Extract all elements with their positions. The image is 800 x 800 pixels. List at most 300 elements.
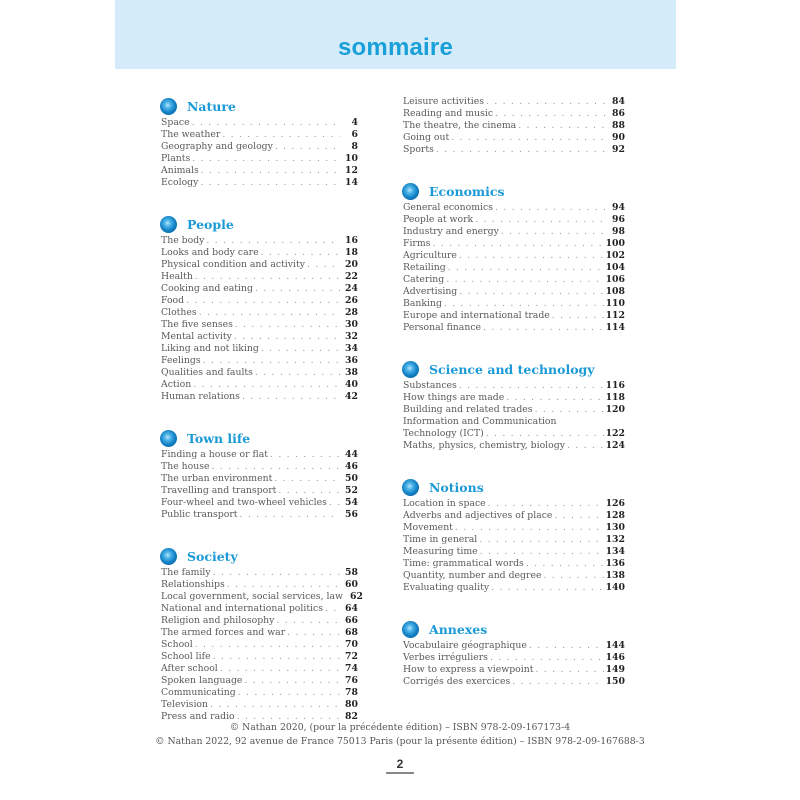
entry-page-number: 14 (345, 177, 358, 188)
entry-label: Finding a house or flat (161, 449, 269, 460)
toc-entry[interactable] (403, 640, 625, 652)
toc-entry[interactable] (403, 380, 625, 392)
toc-entry[interactable] (403, 144, 625, 156)
toc-entry[interactable] (161, 391, 358, 403)
toc-entry[interactable] (161, 473, 358, 485)
entry-page-number: 110 (605, 298, 625, 309)
toc-entry[interactable] (161, 379, 358, 391)
toc-entry[interactable] (403, 322, 625, 334)
dot-leader (535, 404, 604, 416)
dot-leader (479, 534, 603, 546)
dot-leader (192, 117, 340, 129)
section-title: Nature (187, 98, 236, 114)
toc-section-society (161, 546, 363, 723)
section-title: Annexes (429, 621, 488, 637)
toc-entry[interactable] (403, 120, 625, 132)
blue-sphere-bullet-icon (160, 216, 177, 233)
section-header[interactable] (161, 214, 358, 234)
entry-page-number: 134 (605, 546, 625, 557)
entry-label: Human relations (161, 391, 240, 402)
toc-entry[interactable] (161, 591, 363, 603)
blue-sphere-bullet-icon (160, 430, 177, 447)
dot-leader (446, 274, 603, 286)
toc-entry[interactable] (161, 235, 358, 247)
entry-label: Quantity, number and degree (403, 570, 542, 581)
toc-entry[interactable] (161, 117, 358, 129)
entry-label: Firms (403, 238, 431, 249)
entry-page-number: 32 (345, 331, 358, 342)
entry-page-number: 6 (351, 129, 358, 140)
entry-page-number: 144 (605, 640, 625, 651)
entry-label: Spoken language (161, 675, 243, 686)
entry-label: Animals (161, 165, 199, 176)
entry-page-number: 38 (345, 367, 358, 378)
entry-page-number: 54 (345, 497, 358, 508)
section-header[interactable] (403, 181, 625, 201)
section-header[interactable] (403, 359, 625, 379)
toc-entry[interactable] (161, 259, 358, 271)
entry-label: Agriculture (403, 250, 457, 261)
entry-page-number: 10 (345, 153, 358, 164)
dot-leader (261, 343, 340, 355)
dot-leader (436, 144, 607, 156)
section-header[interactable] (161, 546, 358, 566)
toc-entry[interactable] (403, 404, 625, 416)
dot-leader (526, 558, 604, 570)
entry-label: Action (161, 379, 192, 390)
copyright-line-2: © Nathan 2022, 92 avenue de France 75013 Paris (pour la présente édition) – ISBN 978-2-09-167688-3 (155, 736, 645, 747)
entry-label: Location in space (403, 498, 486, 509)
entry-page-number: 102 (605, 250, 625, 261)
entry-page-number: 140 (605, 582, 625, 593)
entry-page-number: 28 (345, 307, 358, 318)
toc-entry[interactable] (403, 214, 625, 226)
dot-leader (488, 498, 604, 510)
entry-page-number: 76 (345, 675, 358, 686)
entry-page-number: 34 (345, 343, 358, 354)
dot-leader (459, 286, 603, 298)
entry-page-number: 30 (345, 319, 358, 330)
section-header[interactable] (161, 428, 358, 448)
dot-leader (222, 129, 340, 141)
entry-page-number: 74 (345, 663, 358, 674)
entry-page-number: 64 (345, 603, 358, 614)
dot-leader (199, 307, 340, 319)
toc-section-economics (403, 181, 625, 334)
toc-entry[interactable] (161, 319, 358, 331)
section-spacer (403, 594, 625, 619)
entry-label: How to express a viewpoint (403, 664, 534, 675)
entry-label: Television (161, 699, 209, 710)
entry-page-number: 24 (345, 283, 358, 294)
toc-entry[interactable] (403, 286, 625, 298)
entry-label: Vocabulaire géographique (403, 640, 527, 651)
dot-leader (244, 675, 340, 687)
toc-entry[interactable] (403, 238, 625, 250)
toc-entry[interactable] (161, 271, 358, 283)
toc-section-nature (161, 96, 358, 189)
blue-sphere-bullet-icon (160, 98, 177, 115)
entry-page-number: 106 (605, 274, 625, 285)
dot-leader (278, 485, 340, 497)
dot-leader (486, 96, 607, 108)
entry-label: Liking and not liking (161, 343, 259, 354)
toc-entry[interactable] (403, 440, 625, 452)
toc-entry[interactable] (403, 676, 625, 688)
toc-entry[interactable] (403, 132, 625, 144)
dot-leader (451, 132, 607, 144)
toc-entry[interactable] (403, 416, 625, 428)
dot-leader (529, 640, 604, 652)
dot-leader (195, 271, 340, 283)
toc-entry[interactable] (403, 298, 625, 310)
entry-label: School (161, 639, 193, 650)
toc-entry[interactable] (161, 509, 358, 521)
toc-entry[interactable] (403, 570, 625, 582)
dot-leader (518, 120, 607, 132)
toc-entry[interactable] (161, 675, 358, 687)
toc-section-annexes (403, 619, 625, 688)
section-spacer (161, 189, 358, 214)
toc-entry[interactable] (403, 664, 625, 676)
entry-page-number: 84 (612, 96, 625, 107)
toc-entry[interactable] (161, 651, 358, 663)
entry-label: Europe and international trade (403, 310, 550, 321)
page-number: 2 (396, 757, 404, 771)
entry-label: Qualities and faults (161, 367, 253, 378)
section-title: Society (187, 548, 238, 564)
entry-label: Adverbs and adjectives of place (403, 510, 553, 521)
entry-page-number: 46 (345, 461, 358, 472)
entry-page-number: 36 (345, 355, 358, 366)
section-spacer (161, 521, 358, 546)
entry-page-number: 8 (351, 141, 358, 152)
dot-leader (274, 473, 340, 485)
entry-page-number: 116 (605, 380, 625, 391)
dot-leader (238, 687, 340, 699)
entry-page-number: 88 (612, 120, 625, 131)
toc-entry[interactable] (403, 510, 625, 522)
blue-sphere-bullet-icon (402, 479, 419, 496)
dot-leader (186, 295, 340, 307)
entry-label: Physical condition and activity (161, 259, 305, 270)
toc-entry[interactable] (403, 108, 625, 120)
entry-label: Retailing (403, 262, 446, 273)
entry-label: The five senses (161, 319, 233, 330)
entry-label: Movement (403, 522, 453, 533)
toc-entry[interactable] (161, 331, 358, 343)
toc-entry[interactable] (161, 307, 358, 319)
entry-label: The theatre, the cinema (403, 120, 517, 131)
entry-label: Catering (403, 274, 445, 285)
entry-page-number: 114 (605, 322, 625, 333)
entry-page-number: 92 (612, 144, 625, 155)
entry-label: After school (161, 663, 218, 674)
section-title: Economics (429, 183, 505, 199)
entry-label: Local government, social services, law (161, 591, 343, 602)
dot-leader (240, 509, 340, 521)
dot-leader (192, 153, 340, 165)
section-spacer (403, 334, 625, 359)
toc-entry[interactable] (161, 567, 358, 579)
dot-leader (200, 177, 340, 189)
entry-page-number: 78 (345, 687, 358, 698)
entry-label: General economics (403, 202, 493, 213)
toc-entry[interactable] (161, 485, 358, 497)
entry-page-number: 118 (605, 392, 625, 403)
toc-entry[interactable] (161, 141, 358, 153)
toc-right-column (403, 96, 625, 688)
dot-leader (255, 283, 340, 295)
dot-leader (234, 331, 340, 343)
toc-entry[interactable] (161, 343, 358, 355)
entry-page-number: 112 (605, 310, 625, 321)
entry-page-number: 150 (605, 676, 625, 687)
entry-label: Plants (161, 153, 191, 164)
entry-page-number: 18 (345, 247, 358, 258)
entry-label: Time in general (403, 534, 478, 545)
entry-label: Space (161, 117, 190, 128)
dot-leader (486, 428, 604, 440)
entry-label: The armed forces and war (161, 627, 286, 638)
dot-leader (270, 449, 340, 461)
dot-leader (261, 247, 340, 259)
toc-entry[interactable] (403, 262, 625, 274)
entry-label: Building and related trades (403, 404, 533, 415)
dot-leader (195, 639, 340, 651)
dot-leader (276, 615, 340, 627)
toc-entry[interactable] (161, 663, 358, 675)
section-title: Notions (429, 479, 484, 495)
dot-leader (554, 510, 603, 522)
entry-label: Leisure activities (403, 96, 484, 107)
entry-page-number: 58 (345, 567, 358, 578)
entry-label: Four-wheel and two-wheel vehicles (161, 497, 327, 508)
toc-entry[interactable] (161, 247, 358, 259)
entry-label: Banking (403, 298, 442, 309)
entry-page-number: 66 (345, 615, 358, 626)
toc-entry[interactable] (161, 129, 358, 141)
entry-page-number: 132 (605, 534, 625, 545)
entry-label: School life (161, 651, 211, 662)
toc-entry[interactable] (403, 202, 625, 214)
entry-label: Maths, physics, chemistry, biology (403, 440, 565, 451)
toc-entry[interactable] (161, 639, 358, 651)
copyright-line-1: © Nathan 2020, (pour la précédente édition) – ISBN 978-2-09-167173-4 (229, 722, 571, 733)
entry-label: The house (161, 461, 210, 472)
toc-entry[interactable] (161, 579, 358, 591)
toc-entry[interactable] (161, 355, 358, 367)
entry-page-number: 86 (612, 108, 625, 119)
dot-leader (201, 165, 340, 177)
blue-sphere-bullet-icon (402, 183, 419, 200)
dot-leader (210, 699, 340, 711)
entry-label: Corrigés des exercices (403, 676, 511, 687)
entry-page-number: 149 (605, 664, 625, 675)
entry-page-number: 126 (605, 498, 625, 509)
toc-entry[interactable] (403, 96, 625, 108)
dot-leader (203, 355, 340, 367)
entry-label: Ecology (161, 177, 199, 188)
dot-leader (307, 259, 340, 271)
dot-leader (483, 322, 604, 334)
section-title: Town life (187, 430, 251, 446)
entry-page-number: 12 (345, 165, 358, 176)
toc-section-town-life (161, 428, 358, 521)
toc-entry[interactable] (161, 283, 358, 295)
toc-entry[interactable] (161, 687, 358, 699)
dot-leader (475, 214, 607, 226)
dot-leader (495, 108, 607, 120)
dot-leader (275, 141, 340, 153)
entry-label: Verbes irréguliers (403, 652, 488, 663)
blue-sphere-bullet-icon (402, 621, 419, 638)
toc-entry[interactable] (161, 153, 358, 165)
section-spacer (403, 156, 625, 181)
section-header[interactable] (403, 477, 625, 497)
toc-entry[interactable] (403, 558, 625, 570)
toc-entry[interactable] (403, 522, 625, 534)
entry-page-number: 80 (345, 699, 358, 710)
entry-page-number: 138 (605, 570, 625, 581)
toc-entry[interactable] (403, 652, 625, 664)
entry-label: Sports (403, 144, 434, 155)
entry-page-number: 100 (605, 238, 625, 249)
toc-entry[interactable] (161, 699, 358, 711)
entry-page-number: 68 (345, 627, 358, 638)
toc-section-science-and-technology (403, 359, 625, 452)
dot-leader (325, 603, 340, 615)
entry-page-number: 72 (345, 651, 358, 662)
dot-leader (242, 391, 340, 403)
entry-label: Looks and body care (161, 247, 259, 258)
entry-page-number: 22 (345, 271, 358, 282)
dot-leader (552, 310, 604, 322)
entry-page-number: 70 (345, 639, 358, 650)
entry-page-number: 16 (345, 235, 358, 246)
dot-leader (567, 440, 604, 452)
toc-entry[interactable] (403, 546, 625, 558)
dot-leader (444, 298, 604, 310)
entry-page-number: 122 (605, 428, 625, 439)
dot-leader (512, 676, 603, 688)
entry-label: Mental activity (161, 331, 232, 342)
toc-entry[interactable] (161, 461, 358, 473)
entry-label: Measuring time (403, 546, 478, 557)
entry-label: Going out (403, 132, 450, 143)
entry-label: Personal finance (403, 322, 482, 333)
toc-entry[interactable] (403, 582, 625, 594)
toc-entry[interactable] (161, 449, 358, 461)
entry-page-number: 136 (605, 558, 625, 569)
toc-entry[interactable] (161, 367, 358, 379)
toc-entry[interactable] (161, 165, 358, 177)
entry-label: Technology (ICT) (403, 428, 484, 439)
section-title: People (187, 216, 234, 232)
entry-label: Press and radio (161, 711, 235, 722)
entry-page-number: 60 (345, 579, 358, 590)
toc-entry[interactable] (403, 392, 625, 404)
toc-entry[interactable] (403, 310, 625, 322)
entry-page-number: 82 (345, 711, 358, 722)
dot-leader (212, 461, 341, 473)
dot-leader (490, 652, 604, 664)
entry-page-number: 4 (351, 117, 358, 128)
entry-label: Public transport (161, 509, 238, 520)
entry-page-number: 96 (612, 214, 625, 225)
entry-label: The body (161, 235, 205, 246)
entry-page-number: 40 (345, 379, 358, 390)
toc-entry[interactable] (403, 274, 625, 286)
entry-label: Religion and philosophy (161, 615, 275, 626)
toc-entry[interactable] (403, 250, 625, 262)
toc-entry[interactable] (403, 226, 625, 238)
toc-entry[interactable] (161, 603, 358, 615)
blue-sphere-bullet-icon (402, 361, 419, 378)
toc-section-people (161, 214, 358, 403)
section-header[interactable] (161, 96, 358, 116)
entry-label: Communicating (161, 687, 236, 698)
dot-leader (448, 262, 604, 274)
dot-leader (432, 238, 603, 250)
entry-page-number: 62 (350, 591, 363, 602)
entry-label: The family (161, 567, 211, 578)
toc-section-notions (403, 477, 625, 594)
toc-entry[interactable] (403, 498, 625, 510)
toc-entry[interactable] (161, 295, 358, 307)
dot-leader (206, 235, 340, 247)
entry-page-number: 90 (612, 132, 625, 143)
toc-entry[interactable] (403, 534, 625, 546)
page-title: sommaire (338, 34, 453, 61)
dot-leader (287, 627, 340, 639)
entry-label: Information and Communication (403, 416, 557, 427)
page-number-underline (386, 772, 414, 774)
dot-leader (220, 663, 340, 675)
dot-leader (193, 379, 340, 391)
toc-entry[interactable] (403, 428, 625, 440)
entry-label: Feelings (161, 355, 201, 366)
dot-leader (491, 582, 603, 594)
entry-label: Relationships (161, 579, 225, 590)
entry-label: Cooking and eating (161, 283, 253, 294)
toc-entry[interactable] (161, 177, 358, 189)
toc-entry[interactable] (161, 615, 358, 627)
toc-entry[interactable] (161, 627, 358, 639)
entry-label: Time: grammatical words (403, 558, 524, 569)
entry-label: Industry and energy (403, 226, 499, 237)
entry-label: Health (161, 271, 193, 282)
entry-label: People at work (403, 214, 474, 225)
dot-leader (543, 570, 603, 582)
dot-leader (535, 664, 603, 676)
dot-leader (459, 380, 604, 392)
entry-label: Advertising (403, 286, 458, 297)
section-title: Science and technology (429, 361, 595, 377)
entry-page-number: 20 (345, 259, 358, 270)
entry-page-number: 130 (605, 522, 625, 533)
dot-leader (495, 202, 607, 214)
dot-leader (329, 497, 340, 509)
entry-page-number: 94 (612, 202, 625, 213)
entry-page-number: 42 (345, 391, 358, 402)
entry-label: Reading and music (403, 108, 494, 119)
toc-entry[interactable] (161, 497, 358, 509)
dot-leader (227, 579, 340, 591)
entry-page-number: 44 (345, 449, 358, 460)
section-header[interactable] (403, 619, 625, 639)
dot-leader (235, 319, 340, 331)
